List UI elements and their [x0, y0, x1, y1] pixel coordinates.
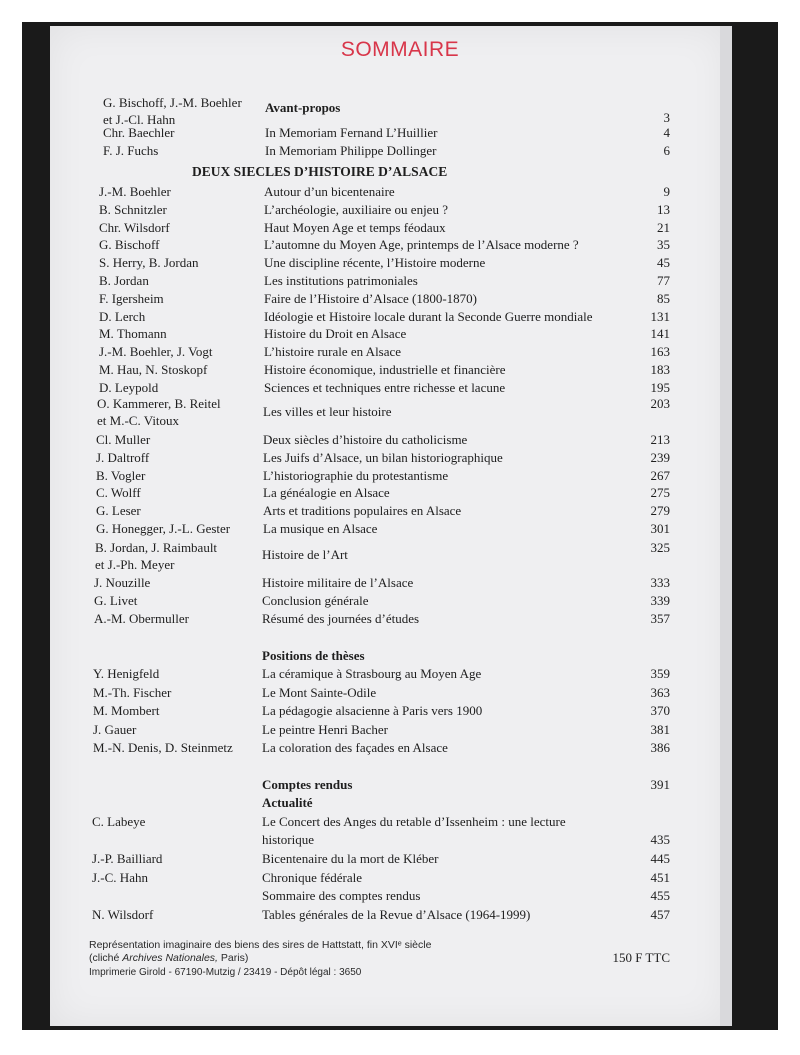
- toc-page: 45: [657, 255, 670, 271]
- these-page: 381: [650, 721, 670, 737]
- toc-title: Conclusion générale: [262, 593, 369, 608]
- toc-page: 9: [663, 184, 670, 199]
- villes-author-line2: et M.-C. Vitoux: [97, 413, 180, 428]
- toc-author: A.-M. Obermuller: [94, 611, 189, 626]
- toc-title: La musique en Alsace: [263, 521, 378, 536]
- toc-author: B. Schnitzler: [99, 201, 167, 217]
- toc-page: 141: [650, 326, 670, 342]
- actualite-title: Bicentenaire du la mort de Kléber: [262, 851, 439, 866]
- these-page: 359: [650, 666, 670, 681]
- toc-author: J. Daltroff: [96, 449, 150, 465]
- these-author: M.-Th. Fischer: [93, 684, 172, 700]
- toc-title: L’archéologie, auxiliaire ou enjeu ?: [264, 201, 448, 217]
- actualite-page: 457: [650, 906, 670, 922]
- actualite-title: Sommaire des comptes rendus: [262, 888, 421, 903]
- toc-title: Résumé des journées d’études: [262, 611, 420, 626]
- toc-page: 85: [657, 290, 670, 306]
- intro-page: 6: [663, 142, 670, 158]
- avant-author-line1: G. Bischoff, J.-M. Boehler: [103, 95, 242, 110]
- toc-author: Chr. Wilsdorf: [99, 219, 170, 235]
- toc-title: Arts et traditions populaires en Alsace: [263, 503, 462, 519]
- labeye-page: 435: [650, 832, 670, 847]
- price: 150 F TTC: [612, 950, 670, 965]
- art-author-line2: et J.-Ph. Meyer: [95, 557, 175, 572]
- comptes-heading: Comptes rendus: [262, 777, 353, 792]
- intro-author: F. J. Fuchs: [103, 142, 159, 158]
- toc-page: 131: [650, 308, 670, 324]
- book-spine-edge: [720, 26, 732, 1026]
- toc-title: L’histoire rurale en Alsace: [264, 344, 402, 360]
- toc-page: 35: [657, 237, 670, 253]
- these-author: Y. Henigfeld: [93, 666, 160, 681]
- toc-title: Sciences et techniques entre richesse et lacune: [264, 379, 506, 395]
- toc-author: G. Honegger, J.-L. Gester: [96, 521, 231, 536]
- toc-title: Une discipline récente, l’Histoire moderne: [264, 255, 486, 271]
- toc-author: J.-M. Boehler, J. Vogt: [99, 344, 213, 360]
- these-title: Le Mont Sainte-Odile: [262, 684, 377, 700]
- intro-title: In Memoriam Fernand L’Huillier: [265, 125, 438, 140]
- toc-author: B. Jordan: [99, 273, 149, 288]
- toc-page: 213: [650, 432, 670, 447]
- these-title: La céramique à Strasbourg au Moyen Age: [262, 666, 482, 681]
- these-page: 363: [650, 684, 670, 700]
- toc-title: L’automne du Moyen Age, printemps de l’Alsace moderne ?: [264, 237, 579, 253]
- section-title: DEUX SIECLES D’HISTOIRE D’ALSACE: [192, 164, 448, 179]
- art-author-line1: B. Jordan, J. Raimbault: [95, 540, 218, 555]
- actualite-title: Tables générales de la Revue d’Alsace (1964-1999): [262, 906, 531, 922]
- toc-title: Deux siècles d’histoire du catholicisme: [263, 432, 468, 447]
- toc-author: D. Lerch: [99, 308, 146, 324]
- theses-heading: Positions de thèses: [262, 648, 365, 663]
- toc-page: 183: [650, 362, 670, 377]
- toc-author: D. Leypold: [99, 379, 159, 395]
- toc-title: Haut Moyen Age et temps féodaux: [264, 219, 446, 235]
- footer-caption-line1: Représentation imaginaire des biens des sires de Hattstatt, fin XVIᵉ siècle: [89, 939, 432, 951]
- actualite-heading: Actualité: [262, 795, 313, 810]
- toc-page: 163: [650, 344, 670, 360]
- these-title: La pédagogie alsacienne à Paris vers 1900: [262, 703, 483, 718]
- toc-author: S. Herry, B. Jordan: [99, 255, 199, 271]
- intro-author: Chr. Baechler: [103, 125, 175, 140]
- toc-page: 267: [650, 467, 670, 483]
- toc-author: G. Livet: [94, 593, 138, 608]
- intro-title: In Memoriam Philippe Dollinger: [265, 142, 437, 158]
- toc-title: Idéologie et Histoire locale durant la Seconde Guerre mondiale: [264, 308, 593, 324]
- intro-page: 4: [663, 125, 670, 140]
- toc-title: Histoire du Droit en Alsace: [264, 326, 407, 342]
- villes-title: Les villes et leur histoire: [263, 404, 392, 419]
- actualite-page: 455: [650, 888, 670, 903]
- toc-page: 21: [657, 219, 670, 235]
- toc-author: M. Thomann: [99, 326, 167, 342]
- these-author: J. Gauer: [93, 721, 137, 737]
- actualite-author: J.-P. Bailliard: [92, 851, 163, 866]
- toc-page: 357: [650, 611, 670, 626]
- toc-title: Histoire militaire de l’Alsace: [262, 575, 414, 590]
- avant-title: Avant-propos: [265, 100, 341, 115]
- toc-author: G. Bischoff: [99, 237, 160, 253]
- avant-author-line2: et J.-Cl. Hahn: [103, 112, 176, 127]
- toc-title: Autour d’un bicentenaire: [264, 184, 395, 199]
- toc-page: 279: [650, 503, 670, 519]
- toc-page: 301: [650, 521, 670, 536]
- actualite-author: N. Wilsdorf: [92, 906, 154, 922]
- these-author: M.-N. Denis, D. Steinmetz: [93, 740, 233, 755]
- art-page: 325: [650, 540, 670, 555]
- toc-author: J.-M. Boehler: [99, 184, 171, 199]
- toc-title: La généalogie en Alsace: [263, 485, 390, 501]
- these-author: M. Mombert: [93, 703, 160, 718]
- footer-printer: Imprimerie Girold - 67190-Mutzig / 23419 - Dépôt légal : 3650: [89, 967, 362, 978]
- these-page: 370: [650, 703, 670, 718]
- villes-author-line1: O. Kammerer, B. Reitel: [97, 396, 221, 411]
- toc-page: 13: [657, 201, 670, 217]
- labeye-title-line2: historique: [262, 832, 314, 847]
- toc-page: 77: [657, 273, 670, 288]
- actualite-page: 445: [650, 851, 670, 866]
- toc-title: Les institutions patrimoniales: [264, 273, 418, 288]
- toc-page: 239: [650, 449, 670, 465]
- toc-author: Cl. Muller: [96, 432, 151, 447]
- toc-page: 195: [650, 379, 670, 395]
- page-title: SOMMAIRE: [340, 38, 460, 61]
- toc-author: J. Nouzille: [94, 575, 151, 590]
- toc-page: 275: [650, 485, 670, 501]
- toc-page: 339: [650, 593, 670, 608]
- toc-title: L’historiographie du protestantisme: [263, 467, 449, 483]
- avant-page: 3: [663, 110, 670, 125]
- actualite-author: J.-C. Hahn: [92, 869, 148, 885]
- actualite-title: Chronique fédérale: [262, 869, 362, 885]
- toc-author: B. Vogler: [96, 467, 146, 483]
- art-title: Histoire de l’Art: [262, 547, 348, 562]
- toc-author: M. Hau, N. Stoskopf: [99, 362, 208, 377]
- these-title: La coloration des façades en Alsace: [262, 740, 448, 755]
- villes-page: 203: [650, 396, 670, 411]
- toc-title: Les Juifs d’Alsace, un bilan historiographique: [263, 449, 503, 465]
- toc-title: Faire de l’Histoire d’Alsace (1800-1870): [264, 290, 477, 306]
- comptes-page: 391: [650, 777, 670, 792]
- actualite-page: 451: [650, 869, 670, 885]
- toc-title: Histoire économique, industrielle et financière: [264, 362, 506, 377]
- toc-author: F. Igersheim: [99, 290, 164, 306]
- labeye-author: C. Labeye: [92, 814, 146, 829]
- labeye-title-line1: Le Concert des Anges du retable d’Issenheim : une lecture: [262, 814, 566, 829]
- toc-author: G. Leser: [96, 503, 141, 519]
- toc-page: 333: [650, 575, 670, 590]
- footer-caption-line2: (cliché Archives Nationales, Paris): [89, 952, 249, 964]
- these-page: 386: [650, 740, 670, 755]
- these-title: Le peintre Henri Bacher: [262, 721, 388, 737]
- toc-author: C. Wolff: [96, 485, 141, 501]
